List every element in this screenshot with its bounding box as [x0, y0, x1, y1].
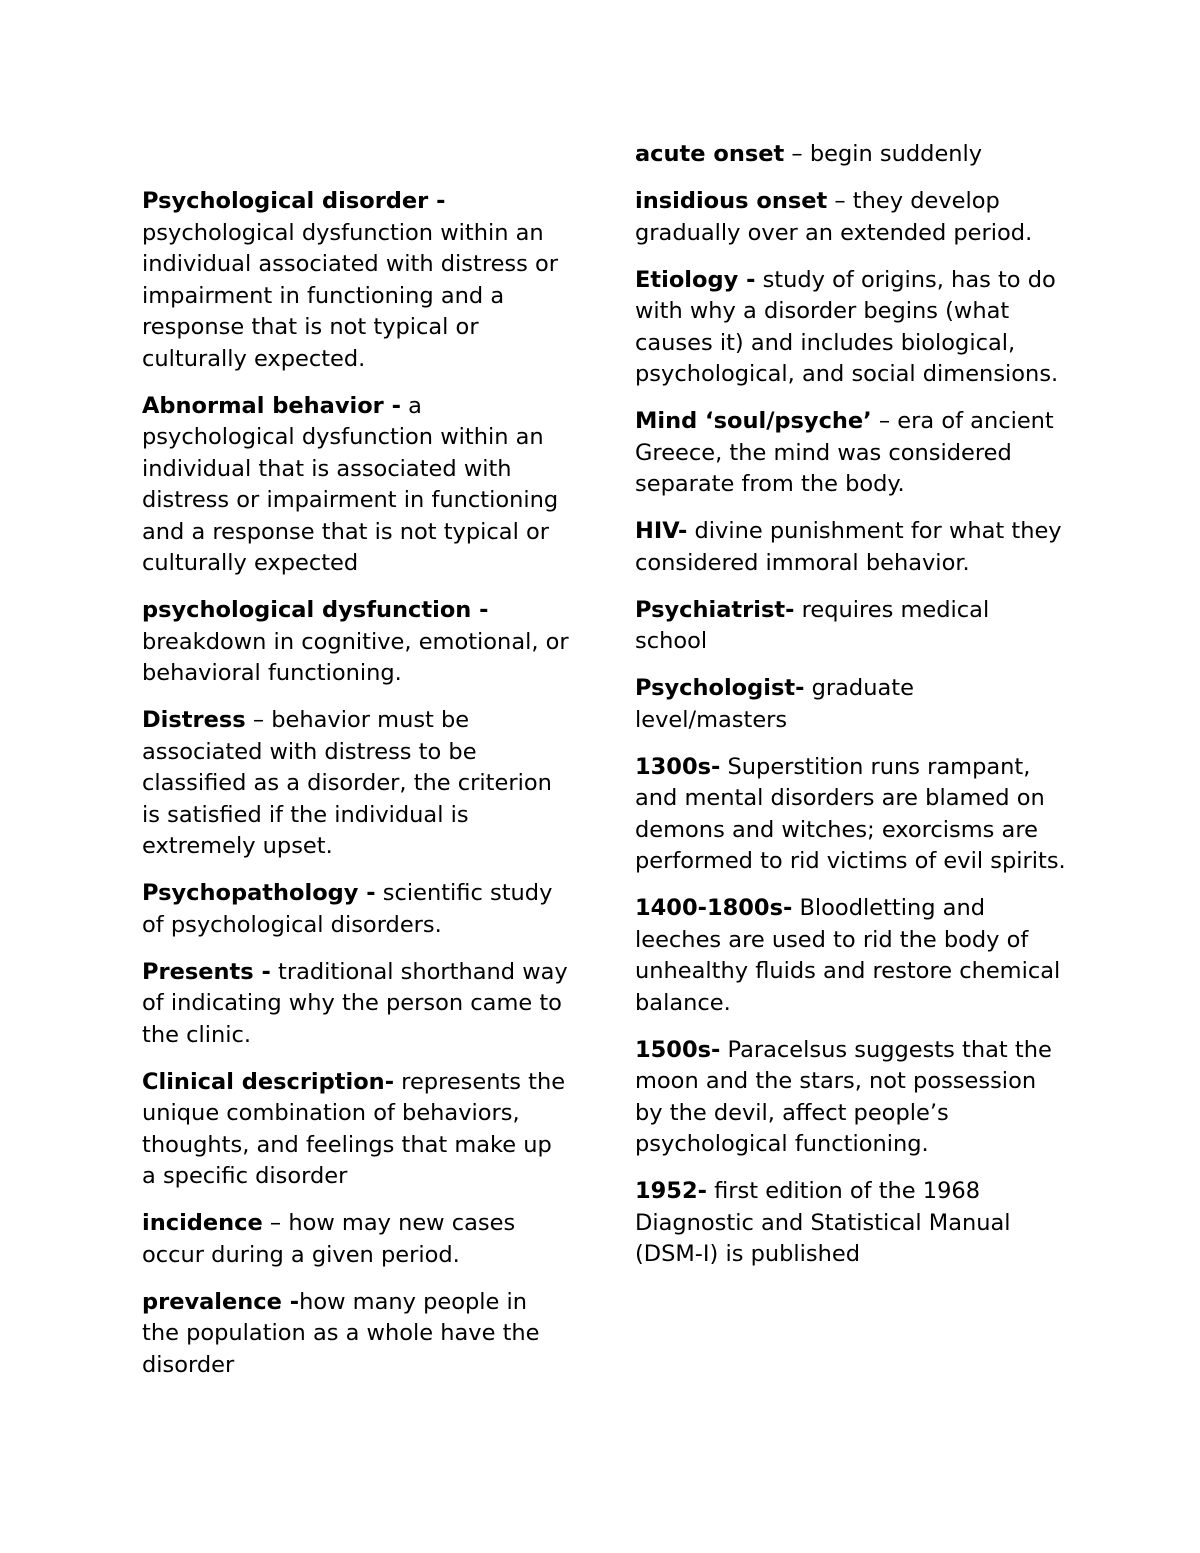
glossary-entry-psychological-dysfunction: [142, 595, 570, 690]
entry-term: HIV-: [635, 518, 688, 544]
entry-term: Etiology -: [635, 266, 756, 293]
entry-definition: breakdown in cognitive, emotional, or behavioral functioning.: [142, 628, 569, 686]
glossary-entry-mind-soul-psyche: [635, 406, 1067, 501]
entry-term: 1500s-: [635, 1036, 721, 1063]
entry-definition: represents the unique combination of behaviors, thoughts, and feelings that make up a specific disorder: [142, 1068, 566, 1189]
entry-definition: how many people in the population as a whole have the disorder: [142, 1288, 540, 1378]
entry-definition: – how may new cases occur during a given period.: [142, 1210, 516, 1268]
glossary-entry-distress: [142, 705, 570, 863]
entry-definition: – era of ancient Greece, the mind was considered separate from the body.: [635, 408, 1054, 497]
entry-term: Abnormal behavior -: [142, 392, 401, 419]
entry-term: Psychopathology -: [142, 880, 376, 906]
entry-term: Presents -: [142, 958, 271, 985]
entry-definition: Bloodletting and leeches are used to rid the body of unhealthy fluids and restore chemical balance.: [635, 895, 1061, 1016]
right-column: [635, 139, 1067, 1286]
entry-definition: scientific study of psychological disorders.: [142, 880, 553, 938]
entry-definition: study of origins, has to do with why a disorder begins (what causes it) and includes biological, psychological, and social dimensions.: [635, 266, 1059, 387]
entry-term: 1952-: [635, 1178, 707, 1204]
glossary-entry-psychiatrist: [635, 595, 1067, 658]
entry-definition: Superstition runs rampant, and mental disorders are blamed on demons and witches; exorcisms are performed to rid victims of evil spirits.: [635, 753, 1066, 874]
timeline-entry-1952: [635, 1176, 1067, 1271]
entry-term: prevalence -: [142, 1288, 300, 1315]
glossary-entry-hiv: [635, 516, 1067, 579]
entry-term: Psychologist-: [635, 675, 805, 701]
glossary-entry-psychological-disorder: [142, 186, 570, 375]
entry-term: Psychiatrist-: [635, 596, 795, 623]
entry-term: Mind ‘soul/psyche’: [635, 408, 872, 434]
glossary-entry-prevalence: [142, 1287, 570, 1382]
entry-term: incidence: [142, 1210, 263, 1236]
entry-definition: – they develop gradually over an extended period.: [635, 188, 1033, 246]
timeline-entry-1400-1800s: [635, 893, 1067, 1019]
glossary-entry-abnormal-behavior: [142, 391, 570, 580]
entry-term: insidious onset: [635, 188, 828, 214]
timeline-entry-1300s: [635, 752, 1067, 878]
glossary-entry-psychopathology: [142, 878, 570, 941]
entry-term: psychological dysfunction -: [142, 597, 489, 623]
entry-definition: – behavior must be associated with distress to be classified as a disorder, the criterion is satisfied if the individual is extremely upset.: [142, 707, 552, 859]
entry-definition: traditional shorthand way of indicating why the person came to the clinic.: [142, 958, 568, 1048]
entry-term: Psychological disorder -: [142, 188, 446, 214]
entry-term: acute onset: [635, 141, 785, 167]
entry-definition: a psychological dysfunction within an individual that is associated with distress or impairment in functioning and a response that is not typical or culturally expected: [142, 392, 559, 576]
entry-definition: first edition of the 1968 Diagnostic and Statistical Manual (DSM-I) is published: [635, 1178, 1011, 1267]
entry-term: 1300s-: [635, 753, 721, 780]
entry-definition: graduate level/masters: [635, 675, 914, 733]
glossary-entry-insidious-onset: [635, 186, 1067, 249]
glossary-entry-clinical-description: [142, 1067, 570, 1193]
entry-definition: Paracelsus suggests that the moon and the stars, not possession by the devil, affect people’s psychological functioning.: [635, 1036, 1052, 1157]
entry-definition: requires medical school: [635, 596, 990, 654]
entry-definition: divine punishment for what they considered immoral behavior.: [635, 518, 1062, 576]
entry-definition: psychological dysfunction within an individual associated with distress or impairment in functioning and a response that is not typical or culturally expected.: [142, 219, 559, 372]
entry-term: 1400-1800s-: [635, 895, 793, 921]
entry-term: Distress: [142, 707, 246, 733]
entry-definition: – begin suddenly: [784, 141, 983, 167]
glossary-entry-presents: [142, 957, 570, 1052]
left-column: [142, 186, 570, 1397]
glossary-entry-psychologist: [635, 673, 1067, 736]
timeline-entry-1500s: [635, 1035, 1067, 1161]
glossary-entry-acute-onset: [635, 139, 1067, 171]
glossary-entry-incidence: [142, 1208, 570, 1271]
entry-term: Clinical description-: [142, 1068, 395, 1095]
glossary-entry-etiology: [635, 265, 1067, 391]
